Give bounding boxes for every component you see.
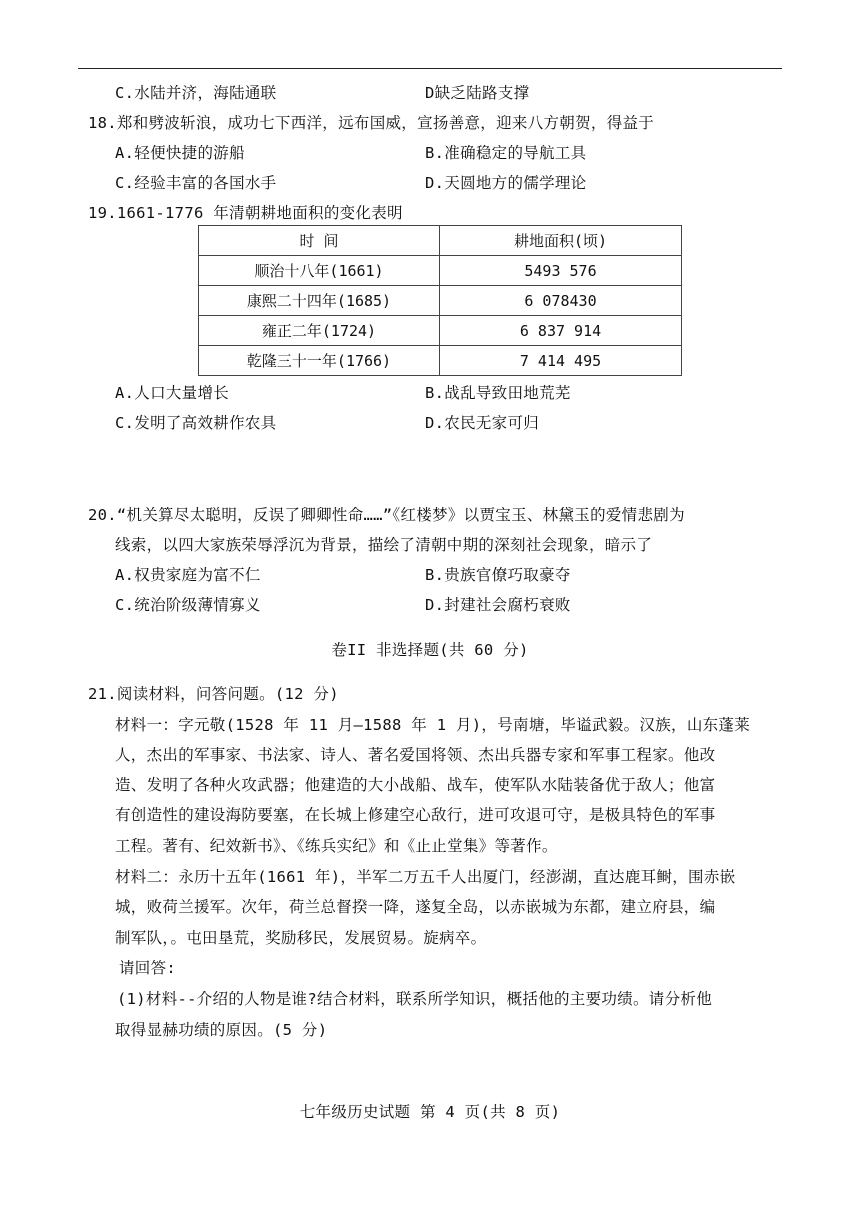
q20-option-b: B.贵族官僚巧取豪夺: [425, 566, 571, 584]
top-rule: [78, 68, 782, 69]
q19-stem: 19.1661-1776 年清朝耕地面积的变化表明: [88, 204, 403, 222]
material-2-line: 材料二：永历十五年(1661 年)，半军二万五千人出厦门，经澎湖，直达鹿耳鲥，围赤嵌: [115, 868, 736, 886]
q20-option-a: A.权贵家庭为富不仁: [115, 566, 261, 584]
table-header-area: 耕地面积(顷): [440, 226, 682, 256]
q18-option-d: D.天圆地方的儒学理论: [425, 174, 587, 192]
material-1-line: 工程。著有、纪效新书》、《练兵实纪》和《止止堂集》等著作。: [115, 837, 558, 855]
section-title: 卷II 非选择题(共 60 分): [331, 641, 529, 659]
table-row: [199, 286, 682, 316]
q19-option-a: A.人口大量增长: [115, 384, 230, 402]
q18-option-a: A.轻便快捷的游船: [115, 144, 245, 162]
cultivated-area-table: [198, 225, 682, 376]
table-header-row: [199, 226, 682, 256]
material-1-line: 造、发明了各种火攻武器；他建造的大小战船、战车，使军队水陆装备优于敌人；他富: [115, 776, 716, 794]
material-1-line: 材料一：字元敬(1528 年 11 月—1588 年 1 月)，号南塘，毕谥武毅。汉族，山东蓬莱: [115, 716, 751, 734]
q17-option-c: C.水陆并济，海陆通联: [115, 84, 277, 102]
table-cell-area: 6 078430: [440, 286, 682, 316]
table-cell-area: 6 837 914: [440, 316, 682, 346]
table-row: [199, 316, 682, 346]
q20-option-c: C.统治阶级薄情寡义: [115, 596, 261, 614]
q18-option-b: B.准确稳定的导航工具: [425, 144, 587, 162]
q20-stem-line-2: 线索，以四大家族荣辱浮沉为背景，描绘了清朝中期的深刻社会现象，暗示了: [115, 536, 653, 554]
q20-option-d: D.封建社会腐朽衰败: [425, 596, 571, 614]
sub-question-1-line: (1)材料--介绍的人物是谁?结合材料，联系所学知识，概括他的主要功绩。请分析他: [117, 990, 712, 1008]
table-cell-time: 康熙二十四年(1685): [199, 286, 440, 316]
table-cell-area: 5493 576: [440, 256, 682, 286]
q19-option-d: D.农民无家可归: [425, 414, 540, 432]
q17-option-d: D缺乏陆路支撑: [425, 84, 530, 102]
sub-question-1-line: 取得显赫功绩的原因。(5 分): [115, 1021, 328, 1039]
table-cell-area: 7 414 495: [440, 346, 682, 376]
table-header-time: 时 间: [199, 226, 440, 256]
q18-stem: 18.郑和劈波斩浪，成功七下西洋，远布国威，宣扬善意，迎来八方朝贺，得益于: [88, 114, 655, 132]
material-1-line: 人，杰出的军事家、书法家、诗人、著名爱国将领、杰出兵器专家和军事工程家。他改: [115, 746, 716, 764]
table-cell-time: 顺治十八年(1661): [199, 256, 440, 286]
q19-option-b: B.战乱导致田地荒芜: [425, 384, 571, 402]
answer-prompt: 请回答:: [119, 959, 177, 977]
table-row: [199, 256, 682, 286]
material-1-line: 有创造性的建设海防要塞，在长城上修建空心敌行，进可攻退可守，是极具特色的军事: [115, 806, 716, 824]
table-cell-time: 雍正二年(1724): [199, 316, 440, 346]
material-2-line: 城，败荷兰援军。次年，荷兰总督揆一降，遂复全岛，以赤嵌城为东都，建立府县，编: [115, 898, 716, 916]
page-footer: 七年级历史试题 第 4 页(共 8 页): [299, 1103, 561, 1121]
q21-stem: 21.阅读材料，问答问题。(12 分): [88, 685, 339, 703]
table-cell-time: 乾隆三十一年(1766): [199, 346, 440, 376]
q20-stem-line-1: 20.“机关算尽太聪明，反误了卿卿性命……”《红楼梦》以贾宝玉、林黛玉的爱情悲剧为: [88, 506, 685, 524]
table-row: [199, 346, 682, 376]
q19-option-c: C.发明了高效耕作农具: [115, 414, 277, 432]
material-2-line: 制军队，。屯田垦荒，奖励移民，发展贸易。旋病卒。: [115, 929, 487, 947]
q18-option-c: C.经验丰富的各国水手: [115, 174, 277, 192]
